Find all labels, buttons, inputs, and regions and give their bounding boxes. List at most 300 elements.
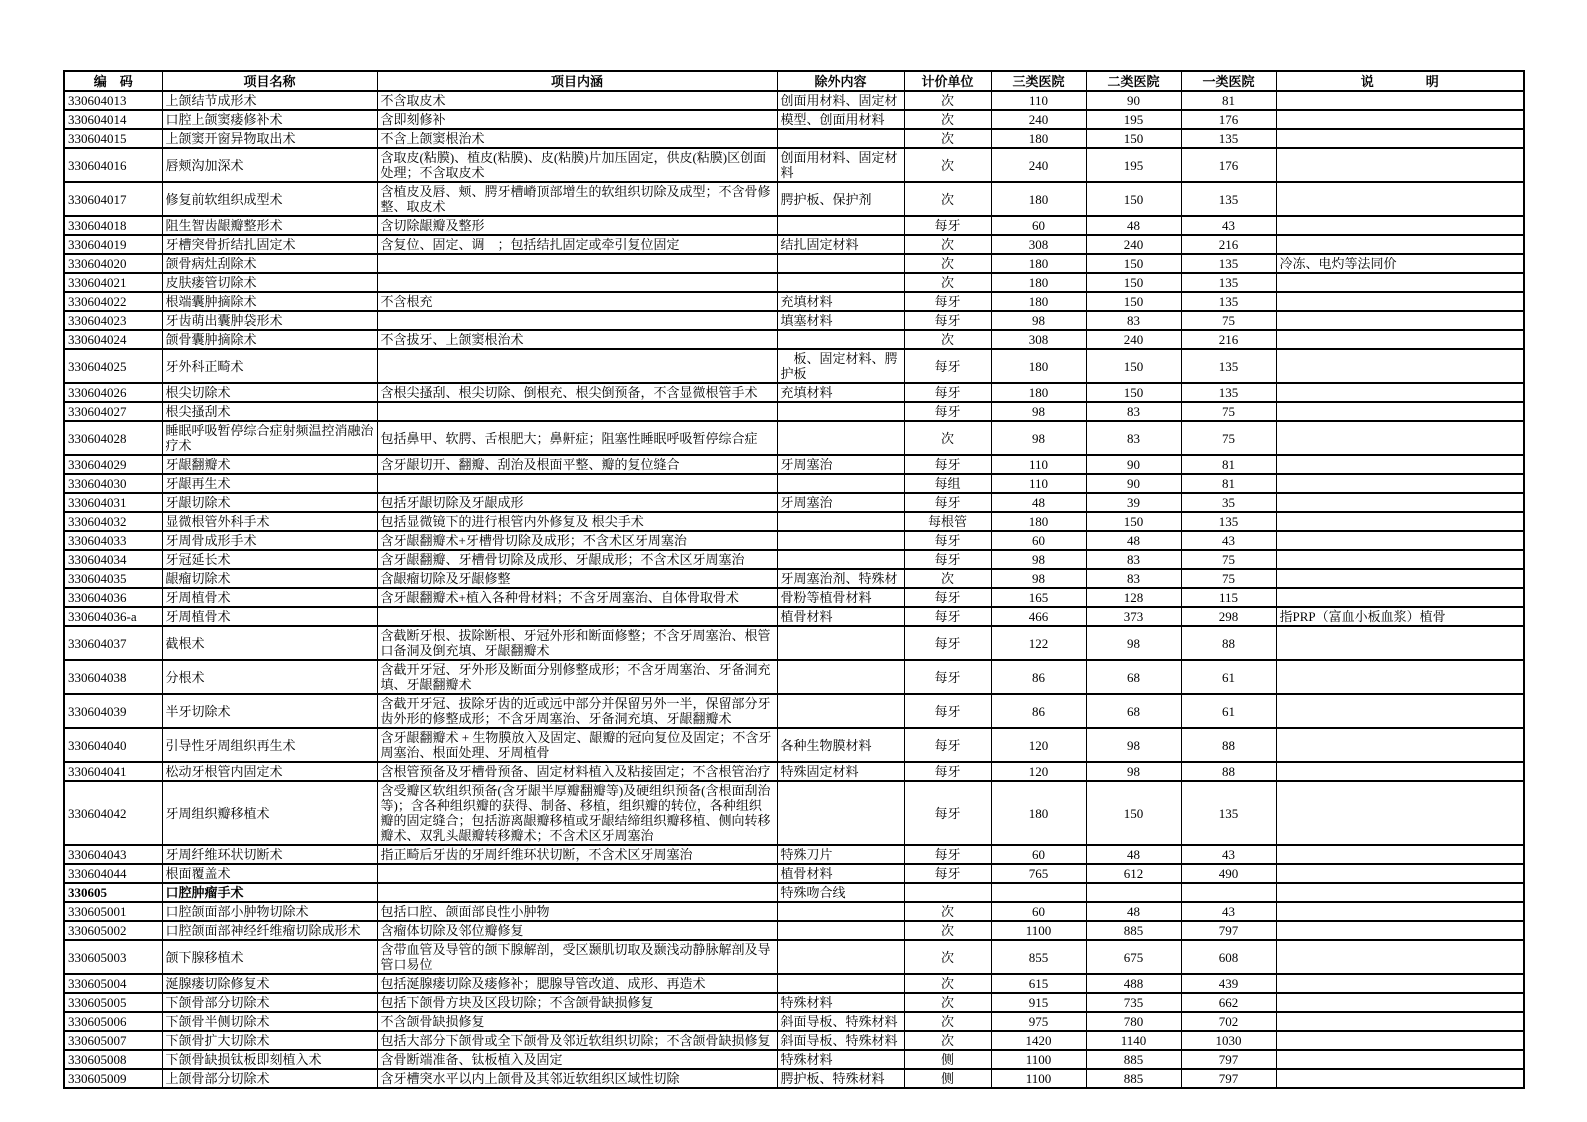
exclusion-cell bbox=[777, 273, 904, 292]
tier2-price-cell: 373 bbox=[1086, 607, 1181, 626]
tier3-price-cell: 765 bbox=[991, 864, 1086, 883]
code-cell: 330604043 bbox=[64, 845, 162, 864]
exclusion-cell bbox=[777, 626, 904, 660]
tier2-price-cell: 240 bbox=[1086, 235, 1181, 254]
unit-cell: 每牙 bbox=[904, 588, 991, 607]
note-cell bbox=[1276, 1012, 1524, 1031]
unit-cell: 次 bbox=[904, 569, 991, 588]
content-cell: 包括下颌骨方块及区段切除；不含颌骨缺损修复 bbox=[377, 993, 777, 1012]
tier2-price-cell: 39 bbox=[1086, 493, 1181, 512]
note-cell bbox=[1276, 273, 1524, 292]
name-cell: 修复前软组织成型术 bbox=[162, 182, 377, 216]
content-cell: 含切除龈瓣及整形 bbox=[377, 216, 777, 235]
code-cell: 330604027 bbox=[64, 402, 162, 421]
exclusion-cell: 特殊固定材料 bbox=[777, 762, 904, 781]
tier3-price-cell: 240 bbox=[991, 110, 1086, 129]
code-cell: 330604022 bbox=[64, 292, 162, 311]
code-cell: 330604023 bbox=[64, 311, 162, 330]
exclusion-cell: 结扎固定材料 bbox=[777, 235, 904, 254]
exclusion-cell: 腭护板、保护剂 bbox=[777, 182, 904, 216]
tier2-price-cell: 90 bbox=[1086, 91, 1181, 110]
content-cell: 含受瓣区软组织预备(含牙龈半厚瓣翻瓣等)及硬组织预备(含根面刮治等)；含各种组织瓣的获得、制备、移植，组织瓣的转位，各种组织瓣的固定缝合；包括游离龈瓣移植或牙龈结缔组织瓣移植、侧向转移瓣术、双乳头龈瓣转移瓣术；不含术区牙周塞治 bbox=[377, 781, 777, 845]
exclusion-cell bbox=[777, 512, 904, 531]
tier3-price-cell: 110 bbox=[991, 455, 1086, 474]
content-cell: 含骨断端准备、钛板植入及固定 bbox=[377, 1050, 777, 1069]
table-row bbox=[64, 845, 1524, 864]
code-cell: 330604037 bbox=[64, 626, 162, 660]
table-row bbox=[64, 254, 1524, 273]
tier1-price-cell: 75 bbox=[1181, 311, 1276, 330]
section-row bbox=[64, 883, 1524, 902]
code-cell: 330605005 bbox=[64, 993, 162, 1012]
tier1-price-cell: 43 bbox=[1181, 216, 1276, 235]
tier1-price-cell: 61 bbox=[1181, 694, 1276, 728]
note-cell bbox=[1276, 588, 1524, 607]
exclusion-cell: 板、固定材料、腭护板 bbox=[777, 349, 904, 383]
content-cell bbox=[377, 273, 777, 292]
tier3-price-cell: 180 bbox=[991, 349, 1086, 383]
tier3-price-cell: 240 bbox=[991, 148, 1086, 182]
tier2-price-cell: 68 bbox=[1086, 694, 1181, 728]
code-cell: 330604014 bbox=[64, 110, 162, 129]
table-row bbox=[64, 728, 1524, 762]
code-cell: 330604017 bbox=[64, 182, 162, 216]
header-cell-name: 项目名称 bbox=[162, 71, 377, 91]
tier1-price-cell: 490 bbox=[1181, 864, 1276, 883]
table-row bbox=[64, 292, 1524, 311]
name-cell: 显微根管外科手术 bbox=[162, 512, 377, 531]
tier1-price-cell: 135 bbox=[1181, 292, 1276, 311]
content-cell: 含牙龈翻瓣术+牙槽骨切除及成形；不含术区牙周塞治 bbox=[377, 531, 777, 550]
tier1-price-cell: 216 bbox=[1181, 235, 1276, 254]
table-row bbox=[64, 694, 1524, 728]
content-cell: 包括涎腺瘘切除及瘘修补；腮腺导管改道、成形、再造术 bbox=[377, 974, 777, 993]
code-cell: 330604016 bbox=[64, 148, 162, 182]
tier2-price-cell: 150 bbox=[1086, 349, 1181, 383]
content-cell: 含牙龈切开、翻瓣、刮治及根面平整、瓣的复位缝合 bbox=[377, 455, 777, 474]
name-cell: 上颌骨部分切除术 bbox=[162, 1069, 377, 1088]
table-row bbox=[64, 902, 1524, 921]
unit-cell: 每牙 bbox=[904, 550, 991, 569]
tier1-price-cell: 135 bbox=[1181, 512, 1276, 531]
unit-cell: 每组 bbox=[904, 474, 991, 493]
unit-cell: 次 bbox=[904, 254, 991, 273]
tier2-price-cell: 612 bbox=[1086, 864, 1181, 883]
content-cell bbox=[377, 883, 777, 902]
tier1-price-cell: 797 bbox=[1181, 1069, 1276, 1088]
table-row bbox=[64, 474, 1524, 493]
exclusion-cell: 斜面导板、特殊材料 bbox=[777, 1031, 904, 1050]
unit-cell: 次 bbox=[904, 182, 991, 216]
unit-cell: 次 bbox=[904, 91, 991, 110]
note-cell bbox=[1276, 864, 1524, 883]
tier2-price-cell: 150 bbox=[1086, 254, 1181, 273]
tier3-price-cell: 60 bbox=[991, 845, 1086, 864]
tier2-price-cell: 150 bbox=[1086, 129, 1181, 148]
content-cell: 包括鼻甲、软腭、舌根肥大；鼻鼾症；阻塞性睡眠呼吸暂停综合症 bbox=[377, 421, 777, 455]
tier1-price-cell: 135 bbox=[1181, 182, 1276, 216]
unit-cell: 每牙 bbox=[904, 781, 991, 845]
tier2-price-cell: 195 bbox=[1086, 110, 1181, 129]
tier1-price-cell: 135 bbox=[1181, 129, 1276, 148]
tier1-price-cell: 797 bbox=[1181, 1050, 1276, 1069]
name-cell: 截根术 bbox=[162, 626, 377, 660]
name-cell: 半牙切除术 bbox=[162, 694, 377, 728]
content-cell: 含牙龈翻瓣、牙槽骨切除及成形、牙龈成形；不含术区牙周塞治 bbox=[377, 550, 777, 569]
table-row bbox=[64, 421, 1524, 455]
unit-cell: 每牙 bbox=[904, 349, 991, 383]
tier1-price-cell: 176 bbox=[1181, 148, 1276, 182]
tier1-price-cell: 88 bbox=[1181, 626, 1276, 660]
tier1-price-cell: 115 bbox=[1181, 588, 1276, 607]
unit-cell: 次 bbox=[904, 974, 991, 993]
unit-cell: 每牙 bbox=[904, 292, 991, 311]
note-cell bbox=[1276, 330, 1524, 349]
note-cell bbox=[1276, 110, 1524, 129]
table-row bbox=[64, 235, 1524, 254]
tier3-price-cell: 120 bbox=[991, 762, 1086, 781]
content-cell: 含根尖搔刮、根尖切除、倒根充、根尖倒预备，不含显微根管手术 bbox=[377, 383, 777, 402]
unit-cell: 次 bbox=[904, 421, 991, 455]
name-cell: 根面覆盖术 bbox=[162, 864, 377, 883]
tier3-price-cell: 180 bbox=[991, 383, 1086, 402]
content-cell: 含截开牙冠、牙外形及断面分别修整成形；不含牙周塞治、牙备洞充填、牙龈翻瓣术 bbox=[377, 660, 777, 694]
content-cell bbox=[377, 311, 777, 330]
table-row bbox=[64, 993, 1524, 1012]
content-cell: 含植皮及唇、颊、腭牙槽嵴顶部增生的软组织切除及成型；不含骨修整、取皮术 bbox=[377, 182, 777, 216]
unit-cell: 次 bbox=[904, 235, 991, 254]
tier1-price-cell: 88 bbox=[1181, 728, 1276, 762]
note-cell bbox=[1276, 91, 1524, 110]
tier3-price-cell: 180 bbox=[991, 512, 1086, 531]
content-cell bbox=[377, 254, 777, 273]
exclusion-cell bbox=[777, 940, 904, 974]
note-cell bbox=[1276, 474, 1524, 493]
note-cell bbox=[1276, 292, 1524, 311]
tier3-price-cell: 60 bbox=[991, 216, 1086, 235]
content-cell bbox=[377, 864, 777, 883]
content-cell bbox=[377, 349, 777, 383]
tier2-price-cell: 735 bbox=[1086, 993, 1181, 1012]
code-cell: 330604041 bbox=[64, 762, 162, 781]
exclusion-cell bbox=[777, 216, 904, 235]
name-cell: 上颌窦开窗异物取出术 bbox=[162, 129, 377, 148]
table-row bbox=[64, 1069, 1524, 1088]
tier3-price-cell: 180 bbox=[991, 273, 1086, 292]
note-cell bbox=[1276, 974, 1524, 993]
unit-cell: 每牙 bbox=[904, 762, 991, 781]
tier1-price-cell: 135 bbox=[1181, 273, 1276, 292]
exclusion-cell: 创面用材料、固定材 bbox=[777, 91, 904, 110]
code-cell: 330605007 bbox=[64, 1031, 162, 1050]
tier3-price-cell: 98 bbox=[991, 402, 1086, 421]
content-cell: 含牙龈翻瓣术 + 生物膜放入及固定、龈瓣的冠向复位及固定；不含牙周塞治、根面处理、牙周植骨 bbox=[377, 728, 777, 762]
code-cell: 330604024 bbox=[64, 330, 162, 349]
code-cell: 330604032 bbox=[64, 512, 162, 531]
note-cell bbox=[1276, 660, 1524, 694]
tier2-price-cell: 98 bbox=[1086, 728, 1181, 762]
table-row bbox=[64, 110, 1524, 129]
tier2-price-cell: 48 bbox=[1086, 845, 1181, 864]
tier2-price-cell: 83 bbox=[1086, 569, 1181, 588]
name-cell: 皮肤瘘管切除术 bbox=[162, 273, 377, 292]
tier3-price-cell bbox=[991, 883, 1086, 902]
table-row bbox=[64, 148, 1524, 182]
exclusion-cell: 创面用材料、固定材料 bbox=[777, 148, 904, 182]
exclusion-cell bbox=[777, 694, 904, 728]
name-cell: 阻生智齿龈瓣整形术 bbox=[162, 216, 377, 235]
tier3-price-cell: 180 bbox=[991, 129, 1086, 148]
code-cell: 330604044 bbox=[64, 864, 162, 883]
tier1-price-cell: 216 bbox=[1181, 330, 1276, 349]
tier3-price-cell: 180 bbox=[991, 292, 1086, 311]
code-cell: 330604013 bbox=[64, 91, 162, 110]
tier3-price-cell: 98 bbox=[991, 569, 1086, 588]
content-cell bbox=[377, 474, 777, 493]
tier3-price-cell: 615 bbox=[991, 974, 1086, 993]
table-row bbox=[64, 216, 1524, 235]
exclusion-cell bbox=[777, 474, 904, 493]
note-cell bbox=[1276, 728, 1524, 762]
content-cell bbox=[377, 607, 777, 626]
tier2-price-cell: 150 bbox=[1086, 292, 1181, 311]
code-cell: 330605004 bbox=[64, 974, 162, 993]
note-cell bbox=[1276, 349, 1524, 383]
code-cell: 330604019 bbox=[64, 235, 162, 254]
unit-cell: 侧 bbox=[904, 1069, 991, 1088]
note-cell bbox=[1276, 421, 1524, 455]
exclusion-cell bbox=[777, 921, 904, 940]
unit-cell: 每牙 bbox=[904, 493, 991, 512]
note-cell bbox=[1276, 550, 1524, 569]
name-cell: 涎腺瘘切除修复术 bbox=[162, 974, 377, 993]
tier3-price-cell: 1420 bbox=[991, 1031, 1086, 1050]
table-row bbox=[64, 383, 1524, 402]
unit-cell: 次 bbox=[904, 330, 991, 349]
tier2-price-cell: 48 bbox=[1086, 216, 1181, 235]
exclusion-cell: 模型、创面用材料 bbox=[777, 110, 904, 129]
exclusion-cell: 牙周塞治 bbox=[777, 455, 904, 474]
note-cell bbox=[1276, 129, 1524, 148]
tier3-price-cell: 915 bbox=[991, 993, 1086, 1012]
code-cell: 330604042 bbox=[64, 781, 162, 845]
exclusion-cell: 特殊吻合线 bbox=[777, 883, 904, 902]
note-cell bbox=[1276, 148, 1524, 182]
code-cell: 330604035 bbox=[64, 569, 162, 588]
note-cell: 指PRP（富血小板血浆）植骨 bbox=[1276, 607, 1524, 626]
name-cell: 龈瘤切除术 bbox=[162, 569, 377, 588]
tier1-price-cell: 439 bbox=[1181, 974, 1276, 993]
tier2-price-cell: 83 bbox=[1086, 402, 1181, 421]
exclusion-cell: 植骨材料 bbox=[777, 864, 904, 883]
tier3-price-cell: 308 bbox=[991, 330, 1086, 349]
name-cell: 牙周植骨术 bbox=[162, 588, 377, 607]
exclusion-cell bbox=[777, 402, 904, 421]
note-cell bbox=[1276, 531, 1524, 550]
table-row bbox=[64, 129, 1524, 148]
table-row bbox=[64, 512, 1524, 531]
table-row bbox=[64, 1050, 1524, 1069]
tier1-price-cell: 75 bbox=[1181, 421, 1276, 455]
tier3-price-cell: 1100 bbox=[991, 1069, 1086, 1088]
name-cell: 牙齿萌出囊肿袋形术 bbox=[162, 311, 377, 330]
code-cell: 330605009 bbox=[64, 1069, 162, 1088]
tier1-price-cell: 176 bbox=[1181, 110, 1276, 129]
unit-cell: 次 bbox=[904, 110, 991, 129]
tier2-price-cell: 83 bbox=[1086, 550, 1181, 569]
code-cell: 330605008 bbox=[64, 1050, 162, 1069]
tier1-price-cell: 662 bbox=[1181, 993, 1276, 1012]
note-cell bbox=[1276, 383, 1524, 402]
note-cell bbox=[1276, 182, 1524, 216]
code-cell: 330604030 bbox=[64, 474, 162, 493]
content-cell: 不含颌骨缺损修复 bbox=[377, 1012, 777, 1031]
tier1-price-cell: 797 bbox=[1181, 921, 1276, 940]
unit-cell: 次 bbox=[904, 940, 991, 974]
tier1-price-cell: 75 bbox=[1181, 550, 1276, 569]
name-cell: 引导性牙周组织再生术 bbox=[162, 728, 377, 762]
table-row bbox=[64, 273, 1524, 292]
table-row bbox=[64, 330, 1524, 349]
tier1-price-cell: 35 bbox=[1181, 493, 1276, 512]
table-row bbox=[64, 531, 1524, 550]
note-cell bbox=[1276, 493, 1524, 512]
header-cell-note: 说 明 bbox=[1276, 71, 1524, 91]
note-cell bbox=[1276, 993, 1524, 1012]
tier2-price-cell: 98 bbox=[1086, 626, 1181, 660]
code-cell: 330604034 bbox=[64, 550, 162, 569]
note-cell bbox=[1276, 1050, 1524, 1069]
code-cell: 330604021 bbox=[64, 273, 162, 292]
table-body bbox=[64, 91, 1524, 1088]
exclusion-cell bbox=[777, 330, 904, 349]
name-cell: 口腔颌面部小肿物切除术 bbox=[162, 902, 377, 921]
table-row bbox=[64, 921, 1524, 940]
unit-cell: 次 bbox=[904, 273, 991, 292]
tier2-price-cell: 90 bbox=[1086, 455, 1181, 474]
tier1-price-cell: 81 bbox=[1181, 455, 1276, 474]
exclusion-cell: 植骨材料 bbox=[777, 607, 904, 626]
tier1-price-cell: 702 bbox=[1181, 1012, 1276, 1031]
tier1-price-cell: 75 bbox=[1181, 569, 1276, 588]
note-cell bbox=[1276, 762, 1524, 781]
tier1-price-cell bbox=[1181, 883, 1276, 902]
tier2-price-cell: 128 bbox=[1086, 588, 1181, 607]
tier2-price-cell: 98 bbox=[1086, 762, 1181, 781]
table-row bbox=[64, 1012, 1524, 1031]
note-cell bbox=[1276, 1031, 1524, 1050]
name-cell: 牙周植骨术 bbox=[162, 607, 377, 626]
tier3-price-cell: 180 bbox=[991, 781, 1086, 845]
tier1-price-cell: 135 bbox=[1181, 781, 1276, 845]
tier1-price-cell: 135 bbox=[1181, 383, 1276, 402]
code-cell: 330604029 bbox=[64, 455, 162, 474]
unit-cell: 次 bbox=[904, 1031, 991, 1050]
content-cell: 不含上颌窦根治术 bbox=[377, 129, 777, 148]
tier3-price-cell: 48 bbox=[991, 493, 1086, 512]
name-cell: 颌骨病灶刮除术 bbox=[162, 254, 377, 273]
exclusion-cell: 充填材料 bbox=[777, 383, 904, 402]
code-cell: 330605003 bbox=[64, 940, 162, 974]
tier2-price-cell bbox=[1086, 883, 1181, 902]
content-cell: 包括显微镜下的进行根管内外修复及 根尖手术 bbox=[377, 512, 777, 531]
header-cell-h1: 一类医院 bbox=[1181, 71, 1276, 91]
code-cell: 330604040 bbox=[64, 728, 162, 762]
note-cell bbox=[1276, 311, 1524, 330]
exclusion-cell bbox=[777, 550, 904, 569]
note-cell bbox=[1276, 940, 1524, 974]
note-cell: 冷冻、电灼等法同价 bbox=[1276, 254, 1524, 273]
tier3-price-cell: 98 bbox=[991, 421, 1086, 455]
tier1-price-cell: 88 bbox=[1181, 762, 1276, 781]
name-cell: 分根术 bbox=[162, 660, 377, 694]
name-cell: 牙槽突骨折结扎固定术 bbox=[162, 235, 377, 254]
tier3-price-cell: 98 bbox=[991, 311, 1086, 330]
code-cell: 330604038 bbox=[64, 660, 162, 694]
exclusion-cell bbox=[777, 421, 904, 455]
header-cell-h3: 三类医院 bbox=[991, 71, 1086, 91]
tier1-price-cell: 608 bbox=[1181, 940, 1276, 974]
header-cell-h2: 二类医院 bbox=[1086, 71, 1181, 91]
name-cell: 牙周纤维环状切断术 bbox=[162, 845, 377, 864]
content-cell: 不含拔牙、上颌窦根治术 bbox=[377, 330, 777, 349]
content-cell: 含截开牙冠、拔除牙齿的近或远中部分并保留另外一半，保留部分牙齿外形的修整成形；不含牙周塞治、牙备洞充填、牙龈翻瓣术 bbox=[377, 694, 777, 728]
content-cell: 含牙槽突水平以内上颌骨及其邻近软组织区域性切除 bbox=[377, 1069, 777, 1088]
header-cell-code: 编 码 bbox=[64, 71, 162, 91]
unit-cell: 每牙 bbox=[904, 845, 991, 864]
tier3-price-cell: 110 bbox=[991, 474, 1086, 493]
content-cell: 含牙龈翻瓣术+植入各种骨材料；不含牙周塞治、自体骨取骨术 bbox=[377, 588, 777, 607]
note-cell bbox=[1276, 781, 1524, 845]
table-row bbox=[64, 569, 1524, 588]
content-cell: 含龈瘤切除及牙龈修整 bbox=[377, 569, 777, 588]
content-cell: 含取皮(粘膜)、植皮(粘膜)、皮(粘膜)片加压固定，供皮(粘膜)区创面处理；不含取皮术 bbox=[377, 148, 777, 182]
note-cell bbox=[1276, 216, 1524, 235]
tier3-price-cell: 1100 bbox=[991, 1050, 1086, 1069]
tier2-price-cell: 1140 bbox=[1086, 1031, 1181, 1050]
table-row bbox=[64, 311, 1524, 330]
table-row bbox=[64, 550, 1524, 569]
unit-cell: 次 bbox=[904, 902, 991, 921]
exclusion-cell: 各种生物膜材料 bbox=[777, 728, 904, 762]
code-cell: 330604028 bbox=[64, 421, 162, 455]
price-table bbox=[63, 70, 1525, 1089]
table-row bbox=[64, 1031, 1524, 1050]
tier1-price-cell: 135 bbox=[1181, 254, 1276, 273]
exclusion-cell: 牙周塞治 bbox=[777, 493, 904, 512]
tier1-price-cell: 43 bbox=[1181, 845, 1276, 864]
content-cell: 含根管预备及牙槽骨预备、固定材料植入及粘接固定；不含根管治疗 bbox=[377, 762, 777, 781]
tier2-price-cell: 83 bbox=[1086, 421, 1181, 455]
name-cell: 口腔颌面部神经纤维瘤切除成形术 bbox=[162, 921, 377, 940]
name-cell: 根尖切除术 bbox=[162, 383, 377, 402]
content-cell: 含瘤体切除及邻位瓣修复 bbox=[377, 921, 777, 940]
note-cell bbox=[1276, 1069, 1524, 1088]
tier3-price-cell: 180 bbox=[991, 182, 1086, 216]
code-cell: 330604020 bbox=[64, 254, 162, 273]
code-cell: 330605006 bbox=[64, 1012, 162, 1031]
tier3-price-cell: 1100 bbox=[991, 921, 1086, 940]
unit-cell: 每牙 bbox=[904, 864, 991, 883]
table-row bbox=[64, 940, 1524, 974]
tier1-price-cell: 298 bbox=[1181, 607, 1276, 626]
exclusion-cell: 牙周塞治剂、特殊材 bbox=[777, 569, 904, 588]
content-cell: 含截断牙根、拔除断根、牙冠外形和断面修整；不含牙周塞治、根管口备洞及倒充填、牙龈翻瓣术 bbox=[377, 626, 777, 660]
name-cell: 上颌结节成形术 bbox=[162, 91, 377, 110]
unit-cell: 次 bbox=[904, 921, 991, 940]
tier3-price-cell: 86 bbox=[991, 694, 1086, 728]
note-cell bbox=[1276, 694, 1524, 728]
